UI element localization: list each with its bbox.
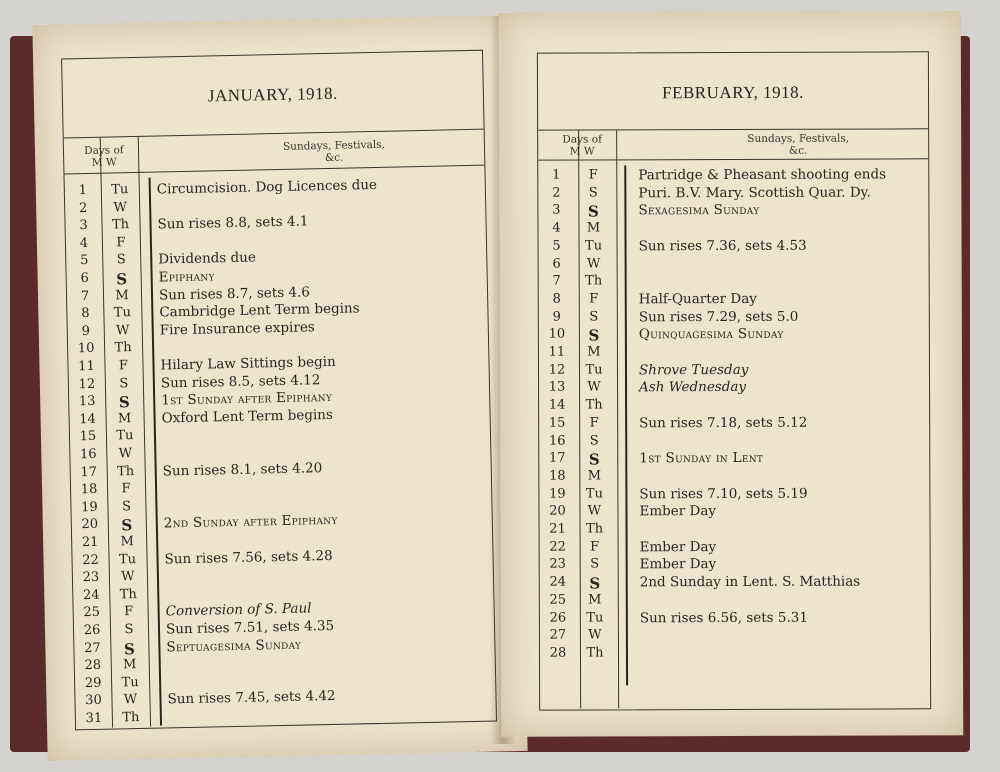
day-number: 5 [552,238,561,254]
header-days-label: Days of [84,144,124,158]
day-number: 7 [80,288,90,304]
day-number: 7 [552,273,561,289]
day-number: 9 [81,323,91,339]
calendar-row [539,449,929,467]
event-text: Sun rises 7.56, sets 4.28 [164,547,333,568]
day-number: 22 [82,552,99,568]
event-text: Dividends due [158,249,257,268]
calendar-row [539,326,929,344]
weekday: S [121,516,133,535]
day-number: 25 [549,592,567,608]
day-number: 4 [79,235,89,251]
weekday: Th [122,710,140,726]
weekday: Th [111,217,130,233]
page-january [32,15,527,761]
day-number: 24 [549,574,567,590]
header-rule-bottom [538,158,928,160]
event-text: Oxford Lent Term begins [161,406,334,427]
day-number: 16 [548,433,566,449]
calendar-row [539,308,929,326]
day-number: 2 [78,200,88,216]
calendar-row [539,414,929,432]
event-text: Quinquagesima Sunday [638,326,784,343]
header-sundays-label: Sundays, Festivals, [747,132,850,145]
day-number: 26 [549,610,567,626]
weekday: S [588,185,598,201]
event-text: 1st Sunday after Epiphany [161,389,333,409]
calendar-row [539,272,929,290]
weekday: Tu [113,305,132,321]
day-number: 6 [552,256,561,272]
event-text: Shrove Tuesday [638,361,749,379]
weekday: S [116,252,126,268]
day-number: 28 [84,657,102,674]
weekday: S [589,309,599,325]
event-text: Sun rises 7.51, sets 4.35 [165,617,335,638]
day-number: 10 [548,326,566,342]
event-text: Puri. B.V. Mary. Scottish Quar. Dy. [638,184,871,202]
weekday: Th [585,521,604,537]
weekday: Th [585,273,603,289]
february-title: FEBRUARY, 1918. [662,82,804,103]
day-number: 19 [81,499,98,515]
january-frame [61,50,497,731]
weekday: F [118,358,129,374]
weekday: M [588,592,602,608]
day-number: 18 [549,468,566,484]
day-number: 30 [85,693,102,709]
calendar-row [540,538,930,556]
calendar-row [540,644,930,662]
day-number: 29 [84,675,102,691]
weekday: F [589,291,599,307]
calendar-row [539,432,929,450]
weekday: Tu [118,551,137,568]
day-number: 21 [81,534,99,551]
weekday: M [117,410,132,427]
day-number: 13 [78,394,96,410]
event-text: Ember Day [639,556,717,573]
weekday: M [120,534,134,550]
day-number: 15 [548,415,566,431]
event-text: Fire Insurance expires [159,319,315,339]
event-text: Sun rises 7.29, sets 5.0 [638,308,799,325]
day-number: 13 [548,379,566,396]
calendar-row [538,202,928,220]
day-number: 27 [83,640,101,656]
day-number: 22 [549,539,566,555]
weekday: M [587,344,601,360]
day-number: 21 [549,521,566,537]
event-text: 2nd Sunday in Lent. S. Matthias [639,573,861,591]
calendar-row [539,467,929,485]
day-number: 25 [83,605,101,621]
event-text: 2nd Sunday after Epiphany [163,512,338,532]
calendar-row [539,237,929,255]
day-number: 23 [549,556,566,573]
calendar-row [539,361,929,379]
header-sundays [234,138,434,166]
day-number: 20 [81,517,99,533]
event-text: Half-Quarter Day [638,290,757,308]
weekday: W [587,503,602,519]
day-number: 8 [81,306,90,322]
calendar-row [539,343,929,361]
weekday: M [586,220,601,236]
weekday: W [587,379,601,395]
day-number: 20 [549,503,566,519]
day-number: 1 [78,183,88,199]
weekday: S [123,639,136,658]
event-text: Sun rises 6.56, sets 5.31 [639,609,808,626]
calendar-row [538,219,928,237]
weekday: W [115,322,130,339]
event-text: Sun rises 8.7, sets 4.6 [158,283,311,304]
day-number: 4 [552,220,561,236]
day-number: 23 [82,570,100,586]
calendar-row [540,609,930,627]
weekday: S [589,432,599,448]
day-number: 5 [79,253,89,269]
event-text: Circumcision. Dog Licences due [156,176,378,198]
day-number: 6 [80,270,89,287]
weekday: M [587,468,602,484]
day-number: 2 [552,185,561,201]
calendar-row [540,591,930,609]
day-number: 17 [80,464,98,480]
weekday: F [121,481,131,497]
day-number: 14 [548,397,566,413]
weekday: S [588,450,600,469]
day-number: 11 [548,344,566,360]
event-text: Epiphany [158,268,215,286]
weekday: S [121,498,132,515]
day-number: 11 [78,358,95,375]
event-text: Sexagesima Sunday [638,202,760,219]
header-mw-label: M W [569,145,595,158]
weekday: Tu [111,182,129,198]
event-text: Sun rises 8.1, sets 4.20 [162,459,323,480]
weekday: F [123,604,134,620]
day-number: 3 [552,202,561,219]
weekday: W [118,446,133,462]
day-number: 1 [552,167,561,183]
day-number: 14 [79,411,97,428]
event-text: Sun rises 7.45, sets 4.42 [167,688,336,708]
calendar-row [539,396,929,414]
event-text: Conversion of S. Paul [165,600,312,620]
calendar-row [540,556,930,574]
weekday: Tu [586,609,604,626]
weekday: S [119,375,129,391]
event-text: Sun rises 7.10, sets 5.19 [639,485,808,502]
day-number: 12 [548,362,566,378]
event-text: Sun rises 7.36, sets 4.53 [638,237,807,255]
day-number: 27 [549,627,567,643]
weekday: F [589,415,599,431]
day-number: 26 [83,622,101,639]
day-number: 9 [552,309,561,325]
event-text: 1st Sunday in Lent [639,450,764,467]
header-mw-label: M W [91,156,117,169]
header-days [74,144,134,169]
day-number: 10 [77,341,95,357]
weekday: S [590,556,600,572]
calendar-row [539,290,929,308]
february-frame [537,51,931,710]
weekday: Th [586,645,604,661]
calendar-row [540,520,930,538]
day-number: 17 [548,450,566,466]
event-text: Ember Day [639,503,717,520]
weekday: Tu [121,674,139,691]
header-sundays [698,132,898,157]
weekday: Th [585,397,603,413]
day-number: 12 [78,376,96,392]
event-text: Ash Wednesday [639,379,747,396]
weekday: Tu [116,428,134,444]
event-text: Cambridge Lent Term begins [159,300,360,321]
weekday: S [587,202,599,221]
event-text: Partridge & Pheasant shooting ends [638,166,887,184]
header-etc-label: &c. [324,151,344,165]
weekday: W [588,627,602,643]
event-text: Hilary Law Sittings begin [160,353,336,374]
header-rule-top [538,128,928,130]
event-text: Ember Day [639,538,717,556]
weekday: F [116,235,126,251]
weekday: M [122,657,137,673]
weekday: F [588,167,598,183]
event-text: Sun rises 8.8, sets 4.1 [157,213,309,233]
weekday: F [590,539,600,555]
calendar-row [540,573,930,591]
calendar-row [540,626,930,644]
weekday: S [116,270,128,289]
day-number: 15 [79,429,97,445]
weekday: W [121,569,135,585]
day-number: 3 [79,218,88,234]
weekday: W [586,255,601,272]
day-number: 8 [552,291,561,307]
day-number: 16 [79,446,97,463]
header-etc-label: &c. [788,144,808,157]
weekday: S [118,393,130,412]
weekday: Tu [585,362,603,378]
weekday: S [588,326,600,345]
header-days-label: Days of [562,133,602,146]
calendar-row [539,485,929,503]
day-number: 28 [549,645,567,661]
calendar-row [539,503,929,521]
day-number: 31 [85,710,103,727]
event-text: Sun rises 7.18, sets 5.12 [639,414,808,432]
header-days [552,133,612,157]
weekday: S [589,574,601,593]
january-title: JANUARY, 1918. [207,83,339,106]
calendar-row [538,184,928,202]
calendar-row [538,166,928,184]
weekday: Th [117,463,135,480]
day-number: 19 [549,486,566,502]
weekday: Tu [584,238,603,254]
day-number: 24 [82,587,100,603]
weekday: S [124,622,134,638]
weekday: Tu [585,486,603,502]
calendar-row [539,255,929,273]
page-february [499,11,964,737]
weekday: Th [119,586,137,603]
day-number: 18 [80,482,98,498]
calendar-row [539,379,929,397]
weekday: Th [114,340,132,356]
event-text: Septuagesima Sunday [166,636,302,656]
weekday: M [115,287,129,304]
header-sundays-label: Sundays, Festivals, [282,138,385,153]
weekday: W [123,692,138,708]
event-text: Sun rises 8.5, sets 4.12 [160,371,321,392]
weekday: W [113,199,128,216]
